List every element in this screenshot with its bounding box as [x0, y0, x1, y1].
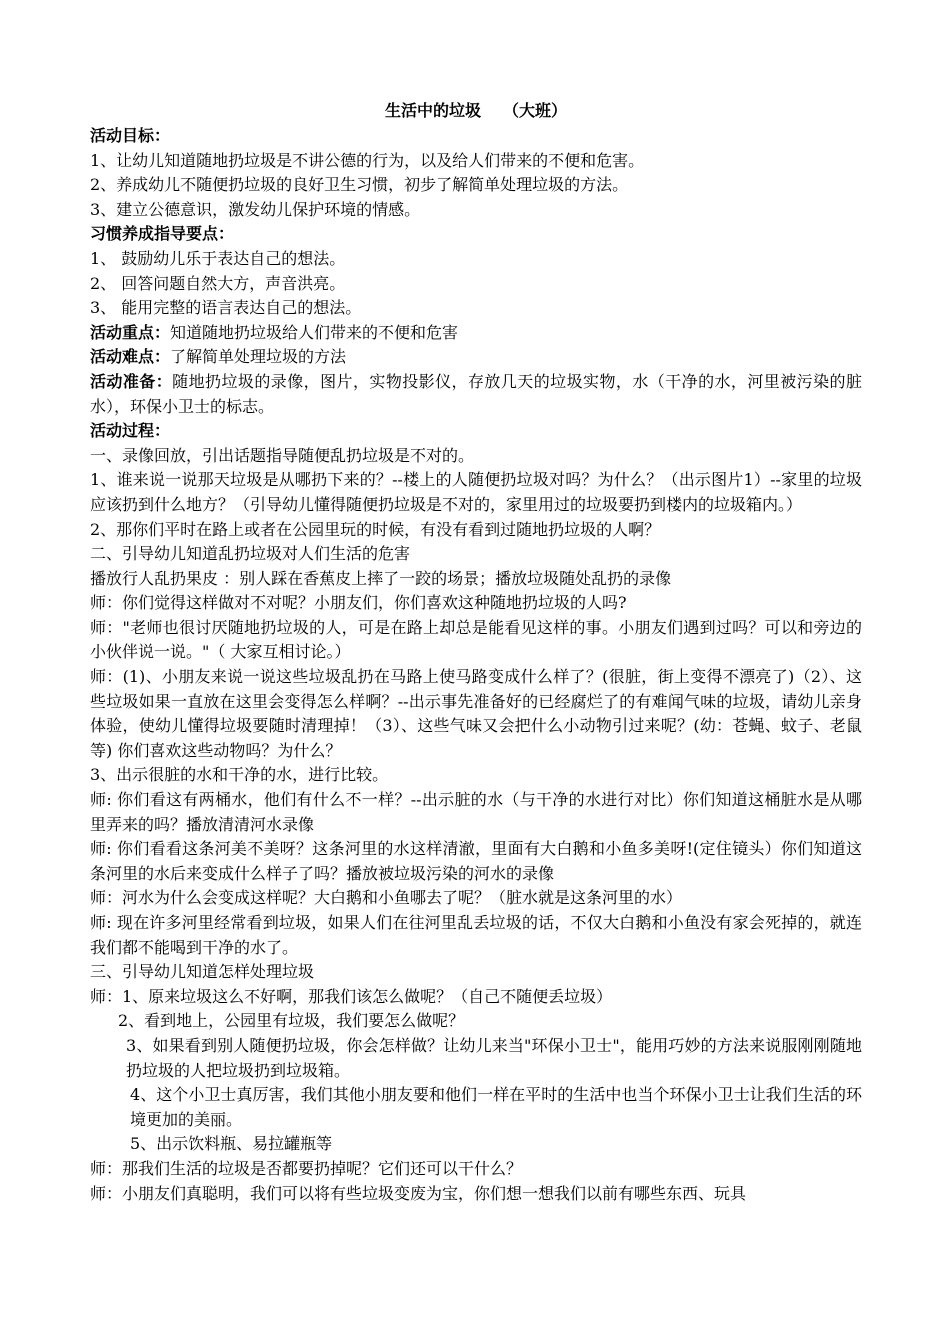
habit-item: 2、 回答问题自然大方，声音洪亮。: [90, 273, 346, 293]
goal-item: 2、养成幼儿不随便扔垃圾的良好卫生习惯，初步了解简单处理垃圾的方法。: [90, 175, 629, 195]
process-paragraph: 播放行人乱扔果皮 ：别人踩在香蕉皮上摔了一跤的场景；播放垃圾随处乱扔的录像: [90, 568, 672, 588]
process-paragraph: 师：你们觉得这样做对不对呢？小朋友们，你们喜欢这种随地扔垃圾的人吗?: [90, 593, 627, 613]
step-item: 2、看到地上，公园里有垃圾，我们要怎么做呢？: [118, 1011, 465, 1031]
difficulty-point: [90, 345, 862, 370]
closing-paragraph: 师：那我们生活的垃圾是否都要扔掉呢？它们还可以干什么？: [90, 1158, 523, 1178]
key-point-label: 活动重点：: [90, 322, 171, 342]
process-paragraph: 师: 你们看看这条河美不美呀？这条河里的水这样清澈，里面有大白鹅和小鱼多美呀!(定住镜头）你们知道这条河里的水后来变成什么样子了吗？播放被垃圾污染的河水的录像: [90, 839, 862, 883]
step-item: 3、如果看到别人随便扔垃圾，你会怎样做？让幼儿来当"环保小卫士"，能用巧妙的方法来说服刚刚随地扔垃圾的人把垃圾扔到垃圾箱。: [126, 1035, 862, 1080]
document-page: [90, 98, 862, 1206]
key-point-text: 知道随地扔垃圾给人们带来的不便和危害: [170, 322, 459, 342]
step-item: 5、出示饮料瓶、易拉罐瓶等: [130, 1134, 333, 1154]
process-heading: 活动过程：: [90, 421, 171, 441]
process-paragraph: 师: 你们看这有两桶水，他们有什么不一样？--出示脏的水（与干净的水进行对比）你们知道这桶脏水是从哪里弄来的吗？播放清清河水录像: [90, 790, 862, 834]
preparation-text: 随地扔垃圾的录像，图片，实物投影仪，存放几天的垃圾实物，水（干净的水，河里被污染的脏水），环保小卫士的标志。: [90, 371, 862, 416]
document-title: [90, 98, 862, 124]
preparation-label: 活动准备：: [90, 371, 173, 391]
goals-heading: 活动目标：: [90, 126, 171, 145]
process-paragraph: 3、出示很脏的水和干净的水，进行比较。: [90, 765, 389, 785]
process-section-1: 一、录像回放，引出话题指导随便乱扔垃圾是不对的。: [90, 445, 475, 465]
process-paragraph: 师: 现在许多河里经常看到垃圾，如果人们在往河里乱丢垃圾的话，不仅大白鹅和小鱼没有家会死掉的，就连我们都不能喝到干净的水了。: [90, 913, 862, 957]
difficulty-text: 了解简单处理垃圾的方法: [170, 347, 347, 367]
preparation: [90, 370, 862, 419]
title-main: 生活中的垃圾: [384, 101, 481, 120]
process-section-2: 二、引导幼儿知道乱扔垃圾对人们生活的危害: [90, 544, 411, 564]
habits-heading: 习惯养成指导要点：: [90, 224, 235, 244]
process-section-3: 三、引导幼儿知道怎样处理垃圾: [90, 962, 315, 982]
process-paragraph: 师：1、原来垃圾这么不好啊，那我们该怎么做呢？（自己不随便丢垃圾）: [90, 986, 613, 1006]
habit-item: 3、 能用完整的语言表达自己的想法。: [90, 298, 362, 318]
goal-item: 3、建立公德意识，激发幼儿保护环境的情感。: [90, 199, 421, 219]
process-paragraph: 师：(1)、小朋友来说一说这些垃圾乱扔在马路上使马路变成什么样了？(很脏，街上变得不漂亮了)（2）、这些垃圾如果一直放在这里会变得怎么样啊？--出示事先准备好的已经腐烂了的有难闻气味的垃圾，请幼儿亲身体验，使幼儿懂得垃圾要随时清理掉！（3）、这些气味又会把什么小动物引过来呢？(幼：苍蝇、蚊子、老鼠等) 你们喜欢这些动物吗？为什么？: [90, 667, 862, 760]
process-paragraph: 师："老师也很讨厌随地扔垃圾的人，可是在路上却总是能看见这样的事。小朋友们遇到过吗？可以和旁边的小伙伴说一说。"（ 大家互相讨论。）: [90, 617, 862, 662]
difficulty-label: 活动难点：: [90, 347, 171, 367]
process-paragraph: 1、谁来说一说那天垃圾是从哪扔下来的？--楼上的人随便扔垃圾对吗？为什么？（出示图片1）--家里的垃圾应该扔到什么地方？（引导幼儿懂得随便扔垃圾是不对的，家里用过的垃圾要扔到楼内的垃圾箱内。）: [90, 470, 862, 514]
goal-item: 1、让幼儿知道随地扔垃圾是不讲公德的行为，以及给人们带来的不便和危害。: [90, 150, 645, 170]
title-class: （大班）: [503, 101, 568, 120]
process-paragraph: 2、那你们平时在路上或者在公园里玩的时候，有没有看到过随地扔垃圾的人啊？: [90, 519, 661, 539]
habit-item: 1、 鼓励幼儿乐于表达自己的想法。: [90, 248, 346, 268]
closing-paragraph: 师：小朋友们真聪明，我们可以将有些垃圾变废为宝，你们想一想我们以前有哪些东西、玩具: [90, 1183, 747, 1203]
key-point: [90, 321, 862, 346]
process-paragraph: 师：河水为什么会变成这样呢？大白鹅和小鱼哪去了呢？（脏水就是这条河里的水）: [90, 888, 683, 908]
step-item: 4、这个小卫士真厉害，我们其他小朋友要和他们一样在平时的生活中也当个环保小卫士让我们生活的环境更加的美丽。: [130, 1085, 862, 1129]
